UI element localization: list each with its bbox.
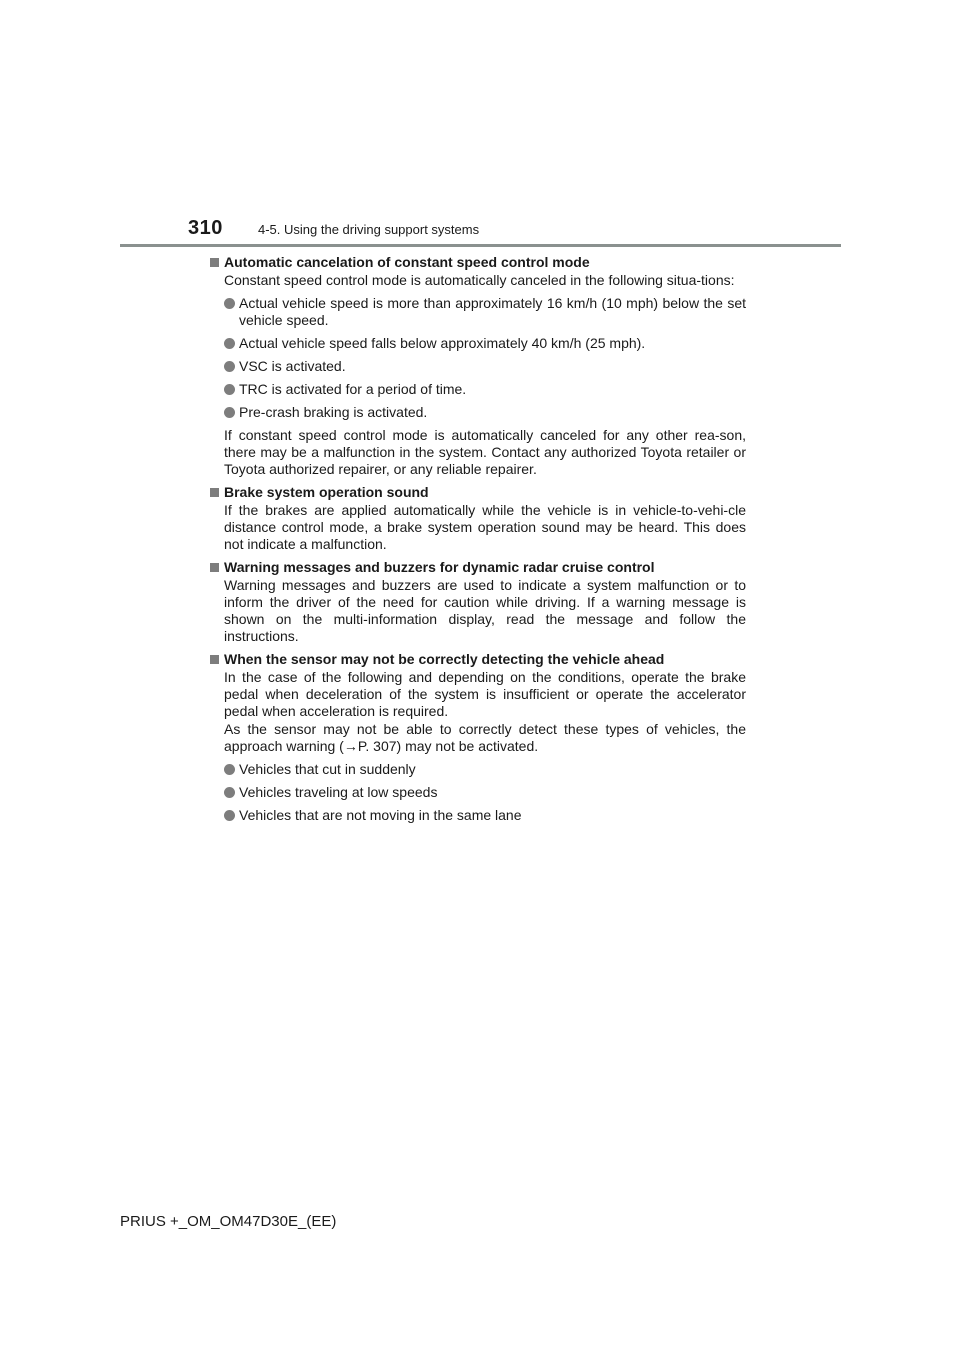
list-item	[224, 404, 746, 421]
list-item-text: Vehicles that cut in suddenly	[239, 761, 416, 777]
list-item-text: Pre-crash braking is activated.	[239, 404, 428, 420]
list-item	[224, 761, 746, 778]
list-item	[224, 358, 746, 375]
square-bullet-icon	[210, 488, 219, 497]
topic-heading-text: Brake system operation sound	[224, 484, 429, 500]
topic-body-2: As the sensor may not be able to correctly detect these types of vehicles, the approach warning (→P. 307) may not be activated.	[224, 721, 746, 754]
topic-body: In the case of the following and depending on the conditions, operate the brake pedal when deceleration of the system is insufficient or operate the accelerator pedal when acceleration is required.	[224, 669, 746, 719]
list-item	[224, 335, 746, 352]
bullet-list	[210, 761, 746, 824]
topic-auto-cancelation	[210, 254, 746, 478]
list-item-text: VSC is activated.	[239, 358, 346, 374]
topic-heading	[210, 559, 746, 576]
list-item-text: Vehicles traveling at low speeds	[239, 784, 438, 800]
topic-heading	[210, 254, 746, 271]
topic-heading	[210, 484, 746, 501]
topic-heading	[210, 651, 746, 668]
round-bullet-icon	[224, 338, 235, 349]
list-item	[224, 807, 746, 824]
list-item	[224, 784, 746, 801]
topic-sensor-detection	[210, 651, 746, 824]
topic-heading-text: Automatic cancelation of constant speed control mode	[224, 254, 590, 270]
topic-body: Warning messages and buzzers are used to indicate a system malfunction or to inform the driver of the need for caution while driving. If a warning message is shown on the multi-information display, read the message and follow the instructions.	[224, 577, 746, 644]
square-bullet-icon	[210, 258, 219, 267]
topic-intro: Constant speed control mode is automatically canceled in the following situa-tions:	[224, 272, 735, 288]
square-bullet-icon	[210, 563, 219, 572]
topic-outro: If constant speed control mode is automatically canceled for any other rea-son, there may be a malfunction in the system. Contact any authorized Toyota retailer or Toyota authorized repairer, or any reliable repairer.	[224, 427, 746, 477]
list-item-text: Vehicles that are not moving in the same lane	[239, 807, 522, 823]
round-bullet-icon	[224, 764, 235, 775]
round-bullet-icon	[224, 384, 235, 395]
page-content	[210, 254, 746, 830]
list-item	[224, 295, 746, 329]
topic-heading-text: When the sensor may not be correctly detecting the vehicle ahead	[224, 651, 665, 667]
square-bullet-icon	[210, 655, 219, 664]
round-bullet-icon	[224, 787, 235, 798]
topic-heading-text: Warning messages and buzzers for dynamic radar cruise control	[224, 559, 655, 575]
topic-body: If the brakes are applied automatically while the vehicle is in vehicle-to-vehi-cle distance control mode, a brake system operation sound may be heard. This does not indicate a malfunction.	[224, 502, 746, 552]
round-bullet-icon	[224, 298, 235, 309]
page-header	[188, 216, 840, 246]
page-number: 310	[188, 217, 223, 239]
footer-doc-id: PRIUS +_OM_OM47D30E_(EE)	[120, 1213, 337, 1230]
topic-warning-messages	[210, 559, 746, 645]
header-divider	[120, 244, 841, 247]
list-item-text: Actual vehicle speed is more than approximately 16 km/h (10 mph) below the set vehicle speed.	[239, 295, 746, 328]
section-title: 4-5. Using the driving support systems	[258, 222, 480, 237]
list-item	[224, 381, 746, 398]
list-item-text: Actual vehicle speed falls below approximately 40 km/h (25 mph).	[239, 335, 646, 351]
round-bullet-icon	[224, 810, 235, 821]
list-item-text: TRC is activated for a period of time.	[239, 381, 467, 397]
topic-brake-sound	[210, 484, 746, 553]
round-bullet-icon	[224, 361, 235, 372]
round-bullet-icon	[224, 407, 235, 418]
bullet-list	[210, 295, 746, 421]
